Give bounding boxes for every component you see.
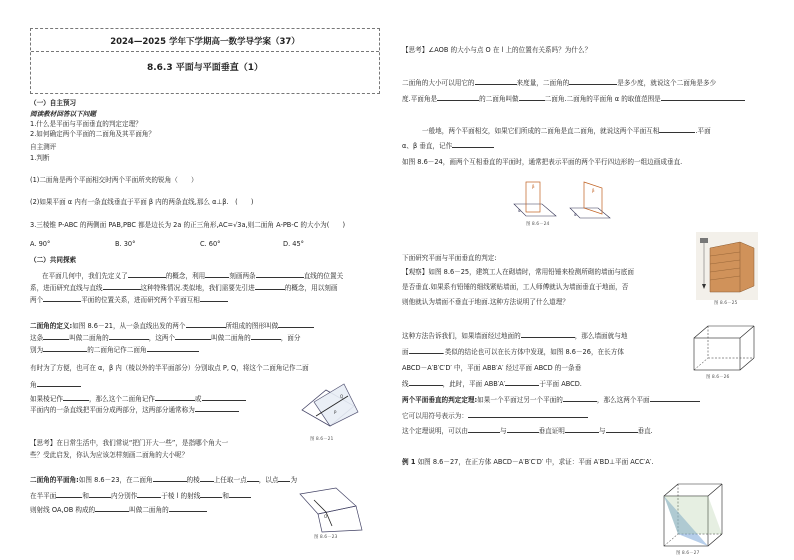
blank[interactable] xyxy=(650,394,700,402)
definition-line-1 xyxy=(30,320,314,330)
text: 刻画两条 xyxy=(229,272,256,280)
text: 这种特殊情况.类似地，我们需要先引进 xyxy=(140,284,255,292)
figure-caption: 图 8.6－24 xyxy=(526,222,550,227)
text: 上任取一点 xyxy=(213,476,247,484)
text: 线 xyxy=(402,380,409,388)
svg-text:Q: Q xyxy=(340,394,344,399)
text: ，那么这两个平面 xyxy=(596,396,650,404)
text: 二面角的大小可以用它的 xyxy=(402,79,475,87)
text: 与 xyxy=(598,427,606,435)
explore-line-1 xyxy=(42,270,343,280)
measure-line-1 xyxy=(402,77,716,87)
dihedral-angle-diagram xyxy=(296,382,368,434)
plane-angle-line-3 xyxy=(30,504,207,514)
blank[interactable] xyxy=(251,332,281,340)
option-a: A. 90° xyxy=(30,240,51,248)
option-c: C. 60° xyxy=(200,240,221,248)
theorem-line-3 xyxy=(402,425,653,435)
text: 和 xyxy=(222,492,229,500)
cuboid-diagram xyxy=(690,322,758,374)
blank[interactable] xyxy=(468,410,588,418)
text: 在平面几何中，我们先定义了 xyxy=(42,272,128,280)
reading-heading: 阅读教材回答以下问题 xyxy=(30,110,96,118)
blank[interactable] xyxy=(505,378,539,386)
theorem-line-2 xyxy=(402,410,588,420)
text: 是多少度，就说这个二面角是多少 xyxy=(617,79,717,87)
text: 系，进而研究直线与直线 xyxy=(30,284,103,292)
conclusion-line-4 xyxy=(402,378,582,388)
blank[interactable] xyxy=(103,282,141,290)
figure-8-6-27 xyxy=(660,480,724,558)
blank[interactable] xyxy=(452,140,494,148)
text: 角 xyxy=(30,381,37,389)
blank[interactable] xyxy=(155,393,195,401)
svg-text:P: P xyxy=(334,410,337,415)
text: 直线的位置关 xyxy=(303,272,344,280)
example-label: 例 1 xyxy=(402,458,416,466)
svg-text:β: β xyxy=(592,188,595,193)
svg-text:α: α xyxy=(518,208,521,213)
text: 如图 8.6－23，在二面角 xyxy=(78,476,153,484)
blank[interactable] xyxy=(43,344,87,352)
judgment-intro: 下面研究平面与平面垂直的判定: xyxy=(402,254,497,262)
blank[interactable] xyxy=(89,490,111,498)
text: 或 xyxy=(194,395,202,403)
plane-angle-line-1 xyxy=(30,474,297,484)
text: ，那么这个二面角记作 xyxy=(88,395,155,403)
blank[interactable] xyxy=(659,125,695,133)
judge-item-2: (2)如果平面 α 内有一条直线垂直于平面 β 内的两条直线,那么 α⊥β. ( ) xyxy=(30,198,254,206)
text: 垂直证明 xyxy=(538,427,565,435)
blank[interactable] xyxy=(521,330,575,338)
blank[interactable] xyxy=(43,294,81,302)
text: 两个 xyxy=(30,296,44,304)
text: 则射线 OA,OB 构成的 xyxy=(30,506,96,514)
blank[interactable] xyxy=(63,393,89,401)
text: 的二面角叫做 xyxy=(479,95,519,103)
perpendicular-def-line-1 xyxy=(422,125,711,135)
text: ，此时，平面 ABB′A′ xyxy=(442,380,506,388)
text: 面 xyxy=(402,348,409,356)
blank[interactable] xyxy=(200,490,222,498)
text: ，面分 xyxy=(280,334,301,342)
judge-heading: 1.判断 xyxy=(30,154,50,162)
text: 如图 8.6－21，从一条直线出发的两个 xyxy=(72,322,186,330)
blank[interactable] xyxy=(563,394,597,402)
svg-text:β: β xyxy=(532,184,535,189)
text: 于棱 l 的射线 xyxy=(161,492,201,500)
blank[interactable] xyxy=(128,270,166,278)
text: 内分别作 xyxy=(110,492,138,500)
blank[interactable] xyxy=(202,393,246,401)
figure-8-6-24 xyxy=(512,178,612,228)
blank[interactable] xyxy=(278,320,314,328)
blank[interactable] xyxy=(507,425,539,433)
question-1: 1.什么是平面与平面垂直的判定定理？ xyxy=(30,120,142,128)
blank[interactable] xyxy=(147,344,199,352)
blank[interactable] xyxy=(153,474,187,482)
blank[interactable] xyxy=(409,378,443,386)
plane-angle-label: 二面角的平面角: xyxy=(30,476,79,484)
text: 为 xyxy=(290,476,298,484)
definition-line-6 xyxy=(30,393,246,403)
blank[interactable] xyxy=(175,332,211,340)
example-1 xyxy=(402,456,654,466)
think-line-2: 些？受此启发，你认为应该怎样刻画二面角的大小呢？ xyxy=(30,451,189,459)
blank[interactable] xyxy=(205,270,229,278)
title-divider xyxy=(31,51,379,52)
observe-line-3: 则他就认为墙面不垂直于地面.这种方法说明了什么道理？ xyxy=(402,298,569,306)
judge-item-1: (1)二面角是两个平面相交时两个平面所夹的锐角（ ） xyxy=(30,176,198,184)
blank[interactable] xyxy=(661,93,745,101)
figure-8-6-23 xyxy=(296,484,368,542)
text: 如果棱记作 xyxy=(30,395,63,403)
text: 别为 xyxy=(30,346,44,354)
text: 的概念，用以刻画 xyxy=(284,284,338,292)
definition-line-3 xyxy=(30,344,199,354)
text: ，那么墙面就与地 xyxy=(574,332,628,340)
text: 和 xyxy=(82,492,89,500)
text: 这种方法告诉我们，如果墙面经过地面的 xyxy=(402,332,521,340)
figure-8-6-25 xyxy=(696,232,758,308)
blank[interactable] xyxy=(95,504,129,512)
blank[interactable] xyxy=(200,294,228,302)
blank[interactable] xyxy=(606,425,638,433)
definition-line-2 xyxy=(30,332,300,342)
explore-line-3 xyxy=(30,294,228,304)
text: 二面角.二面角的平面角 α 的取值范围是 xyxy=(544,95,661,103)
figure-caption: 图 8.6－27 xyxy=(676,551,700,556)
figure-8-6-26 xyxy=(690,322,758,384)
blank[interactable] xyxy=(255,282,285,290)
plane-angle-line-2 xyxy=(30,490,251,500)
text: 叫做二面角的 xyxy=(129,506,169,514)
text: 平面内的一条直线把平面分成两部分，这两部分通常称为 xyxy=(30,406,195,414)
text: 所组成的图形叫做 xyxy=(225,322,279,330)
text: 如果一个平面过另一个平面的 xyxy=(477,396,563,404)
text: .平面 xyxy=(695,127,711,135)
section-explore: （二）共同探索 xyxy=(30,256,77,264)
text: 它可以用符号表示为： xyxy=(402,412,468,420)
perpendicular-def-line-2 xyxy=(402,140,494,150)
text: 于平面 ABCD. xyxy=(539,380,582,388)
text: 叫做二面角的 xyxy=(211,334,251,342)
theorem-label: 两个平面垂直的判定定理: xyxy=(402,396,478,404)
text: 垂直. xyxy=(637,427,653,435)
text: 叫做二面角的 xyxy=(69,334,109,342)
theorem-line-1 xyxy=(402,394,700,404)
blank[interactable] xyxy=(437,93,479,101)
brick-wall-image xyxy=(696,232,758,300)
blank[interactable] xyxy=(186,320,226,328)
text: 一般地，两个平面相交，如果它们所成的二面角是直二面角，就说这两个平面互相 xyxy=(422,127,660,135)
blank[interactable] xyxy=(200,474,214,482)
measure-line-2 xyxy=(402,93,745,103)
svg-text:O: O xyxy=(324,514,328,519)
conclusion-line-2 xyxy=(402,346,624,356)
blank[interactable] xyxy=(565,425,599,433)
observe-line-1: 【观察】如图 8.6－25，建筑工人在砌墙时，常用铅锤来检测所砌的墙面与底面 xyxy=(402,268,634,276)
section-self-study: （一）自主预习 xyxy=(30,99,77,107)
text: 如图 8.6－27，在正方体 ABCD－A′B′C′D′ 中，求证：平面 A′BD⊥平面 ACC′A′. xyxy=(417,458,654,466)
blank[interactable] xyxy=(56,490,82,498)
text: ，这两个 xyxy=(148,334,176,342)
perpendicular-planes-diagram xyxy=(512,178,612,220)
figure-8-6-21 xyxy=(296,382,368,444)
blank[interactable] xyxy=(247,474,259,482)
blank[interactable] xyxy=(195,404,239,412)
blank[interactable] xyxy=(468,425,500,433)
page-title: 2024—2025 学年下学期高一数学导学案（37） xyxy=(110,37,300,47)
blank[interactable] xyxy=(137,490,161,498)
text: α、β 垂直，记作 xyxy=(402,142,453,150)
blank[interactable] xyxy=(569,77,617,85)
text: 的概念，利用 xyxy=(165,272,206,280)
definition-line-5 xyxy=(30,379,81,389)
option-b: B. 30° xyxy=(115,240,136,248)
text: 这个定理说明，可以由 xyxy=(402,427,468,435)
definition-label: 二面角的定义: xyxy=(30,322,73,330)
blank[interactable] xyxy=(256,270,304,278)
text: 与 xyxy=(499,427,507,435)
blank[interactable] xyxy=(475,77,517,85)
drawing-note: 如图 8.6－24，画两个互相垂直的平面时，通常把表示平面的两个平行四边形的一组边画成垂直. xyxy=(402,158,683,166)
figure-caption: 图 8.6－25 xyxy=(714,301,738,306)
text: 的二面角记作二面角 xyxy=(87,346,147,354)
figure-caption: 图 8.6－26 xyxy=(706,375,730,380)
cube-diagram xyxy=(660,480,724,550)
option-d: D. 45° xyxy=(283,240,304,248)
think-line-1: 【思考】在日常生活中，我们常说“把门开大一些”，是指哪个角大一 xyxy=(30,439,229,447)
blank[interactable] xyxy=(37,379,81,387)
blank[interactable] xyxy=(409,346,443,354)
definition-line-7 xyxy=(30,404,239,414)
title-box xyxy=(30,28,380,94)
figure-caption: 图 8.6－21 xyxy=(310,437,334,442)
figure-caption: 图 8.6－23 xyxy=(314,535,338,540)
explore-line-2 xyxy=(30,282,337,292)
text: 这条 xyxy=(30,334,44,342)
text: 度.平面角是 xyxy=(402,95,438,103)
self-test-heading: 自主测评 xyxy=(30,143,57,151)
question-3: 3.三棱锥 P-ABC 的两侧面 PAB,PBC 都是边长为 2a 的正三角形,AC=√3a,则二面角 A-PB-C 的大小为( ) xyxy=(30,221,346,229)
text: 的棱 xyxy=(186,476,200,484)
think-question-2: 【思考】∠AOB 的大小与点 O 在 l 上的位置有关系吗？为什么？ xyxy=(402,46,592,54)
text: .类似的结论也可以在长方体中发现，如图 8.6－26，在长方体 xyxy=(442,348,624,356)
text: ，以点 xyxy=(258,476,279,484)
blank[interactable] xyxy=(169,504,207,512)
definition-line-4: 有时为了方便，也可在 α，β 内（棱以外的半平面部分）分别取点 P, Q，将这个二面角记作二面 xyxy=(30,364,309,372)
blank[interactable] xyxy=(278,474,290,482)
conclusion-line-3: ABCD－A′B′C′D′ 中，平面 ABB′A′ 经过平面 ABCD 的一条垂 xyxy=(402,364,582,372)
blank[interactable] xyxy=(229,490,251,498)
blank[interactable] xyxy=(109,332,149,340)
text: 在半平面 xyxy=(30,492,57,500)
question-2: 2.如何确定两个平面的二面角及其平面角？ xyxy=(30,130,155,138)
text: 平面的位置关系，进而研究两个平面互相 xyxy=(81,296,200,304)
blank[interactable] xyxy=(519,93,545,101)
observe-line-2: 是否垂直.如果系有铅锤的细线紧贴墙面，工人师傅就认为墙面垂直于地面，否 xyxy=(402,283,629,291)
blank[interactable] xyxy=(43,332,69,340)
text: 来度量，二面角的 xyxy=(516,79,570,87)
conclusion-line-1 xyxy=(402,330,627,340)
plane-angle-diagram xyxy=(296,484,368,534)
svg-text:α: α xyxy=(574,212,577,217)
lesson-title: 8.6.3 平面与平面垂直（1） xyxy=(146,63,264,73)
